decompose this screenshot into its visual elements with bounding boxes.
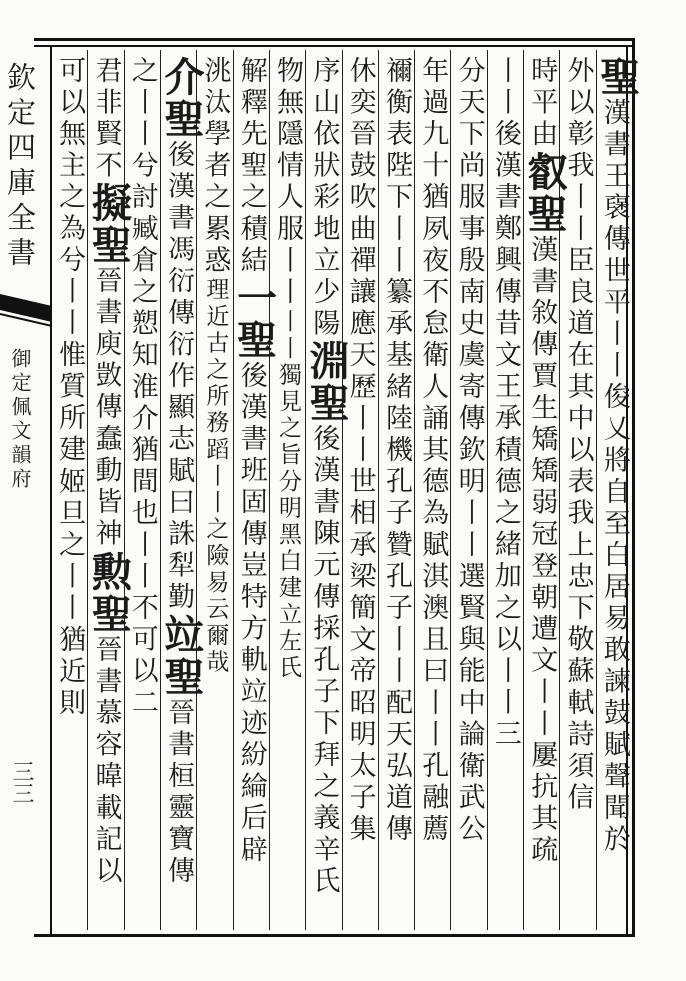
text-column [269,50,305,930]
column-text: 晉書慕容暐載記以 [90,634,122,888]
text-column [378,50,414,930]
column-text: 年過九十猶夙夜不怠衛人誦其德為賦淇澳且曰丨丨孔融薦 [417,56,449,846]
column-text: 後漢書班固傳豈特方軌竝迹紛綸后辟 [235,361,267,867]
column-text: 洮汰學者之累惑 [199,56,231,278]
entry-headword: 淵聖 [303,340,351,425]
text-column [157,50,205,930]
column-text: 禰衡表陛下丨丨纂承基緒陸機孔子贊孔子丨丨配天弘道傳 [380,56,412,846]
source-title: 御定佩文韻府 [8,348,32,492]
entry-headword: 聖 [593,56,641,98]
annotation-text: 丨丨獨見之旨分明黑白建立左氏 [275,308,302,682]
column-text: 君非賢不 [90,56,122,183]
entry-headword: 叡聖 [521,150,569,235]
column-text: 後漢書馮衍傳衍作顯志賦曰誅犁勤 [163,140,195,614]
column-text: 序山依狀彩地立少陽 [308,56,340,341]
column-text: 可以無主 [54,56,86,183]
entry-headword: 勲聖 [85,550,133,635]
entry-headword: 一聖 [230,277,278,362]
text-column [521,50,569,930]
column-text: 時平由 [526,56,558,151]
column-text: 丨丨不可以二 [126,530,158,720]
bottom-border [34,934,634,937]
column-text: 晉書庾敳傳蠢動皆神 [90,266,122,551]
annotation-text: 理近古之所務蹈丨丨之險易云爾哉 [202,277,229,677]
text-column [303,50,351,930]
column-text: 後漢書陳元傳採孔子下拜之義辛氏 [308,424,340,899]
column-text: 漢書敘傳賈生矯矯弱冠登朝遭文丨丨屢抗其疏 [526,234,558,867]
column-text: 外以彰我丨丨臣良道在其中以表我上忠下敬蘇軾詩須信 [562,56,594,815]
text-column [85,50,133,930]
column-text: 之為兮丨丨惟質所建 [54,182,86,467]
text-column [342,50,378,930]
text-column [593,50,641,930]
text-columns [52,50,641,930]
column-text: 姬旦之丨丨猶近則 [54,466,86,720]
column-text: 漢書王襃傳世平丨丨俊乂將自至白居易敢諫鼓賦聲聞於 [598,98,630,857]
fishtail-ornament [0,292,52,332]
column-text: 之丨丨兮討臧倉之愬知淮介猶間也 [126,56,158,530]
right-border [632,38,635,937]
column-text: 休奕晉鼓吹曲禪讓應天歷丨丨世相承梁簡文帝昭明太子集 [344,56,376,846]
text-column [487,50,523,930]
entry-headword: 竝聖 [157,614,205,698]
entry-headword: 擬聖 [85,182,133,267]
top-inner-border [34,45,634,47]
text-column [414,50,450,930]
column-text: 物無隱情人服丨丨 [272,56,304,309]
column-text: 丨丨 [489,56,521,120]
top-border [34,38,634,41]
book-title: 欽定四庫全書 [3,62,37,272]
entry-headword: 介聖 [157,56,205,140]
page-number: 三三 [9,760,34,804]
text-column [196,50,232,930]
text-column [230,50,278,930]
column-text: 分天下尚服事殷南史虞寄傳欽明丨丨選賢與能中論衛武公 [453,56,485,846]
column-text: 解釋先聖之積結 [235,56,267,278]
text-column [450,50,486,930]
column-text: 後漢書鄭興傳昔文王承積德之緒加之以丨丨三 [489,119,521,752]
column-text: 晉書桓靈寶傳 [163,698,195,888]
text-column [52,50,87,930]
